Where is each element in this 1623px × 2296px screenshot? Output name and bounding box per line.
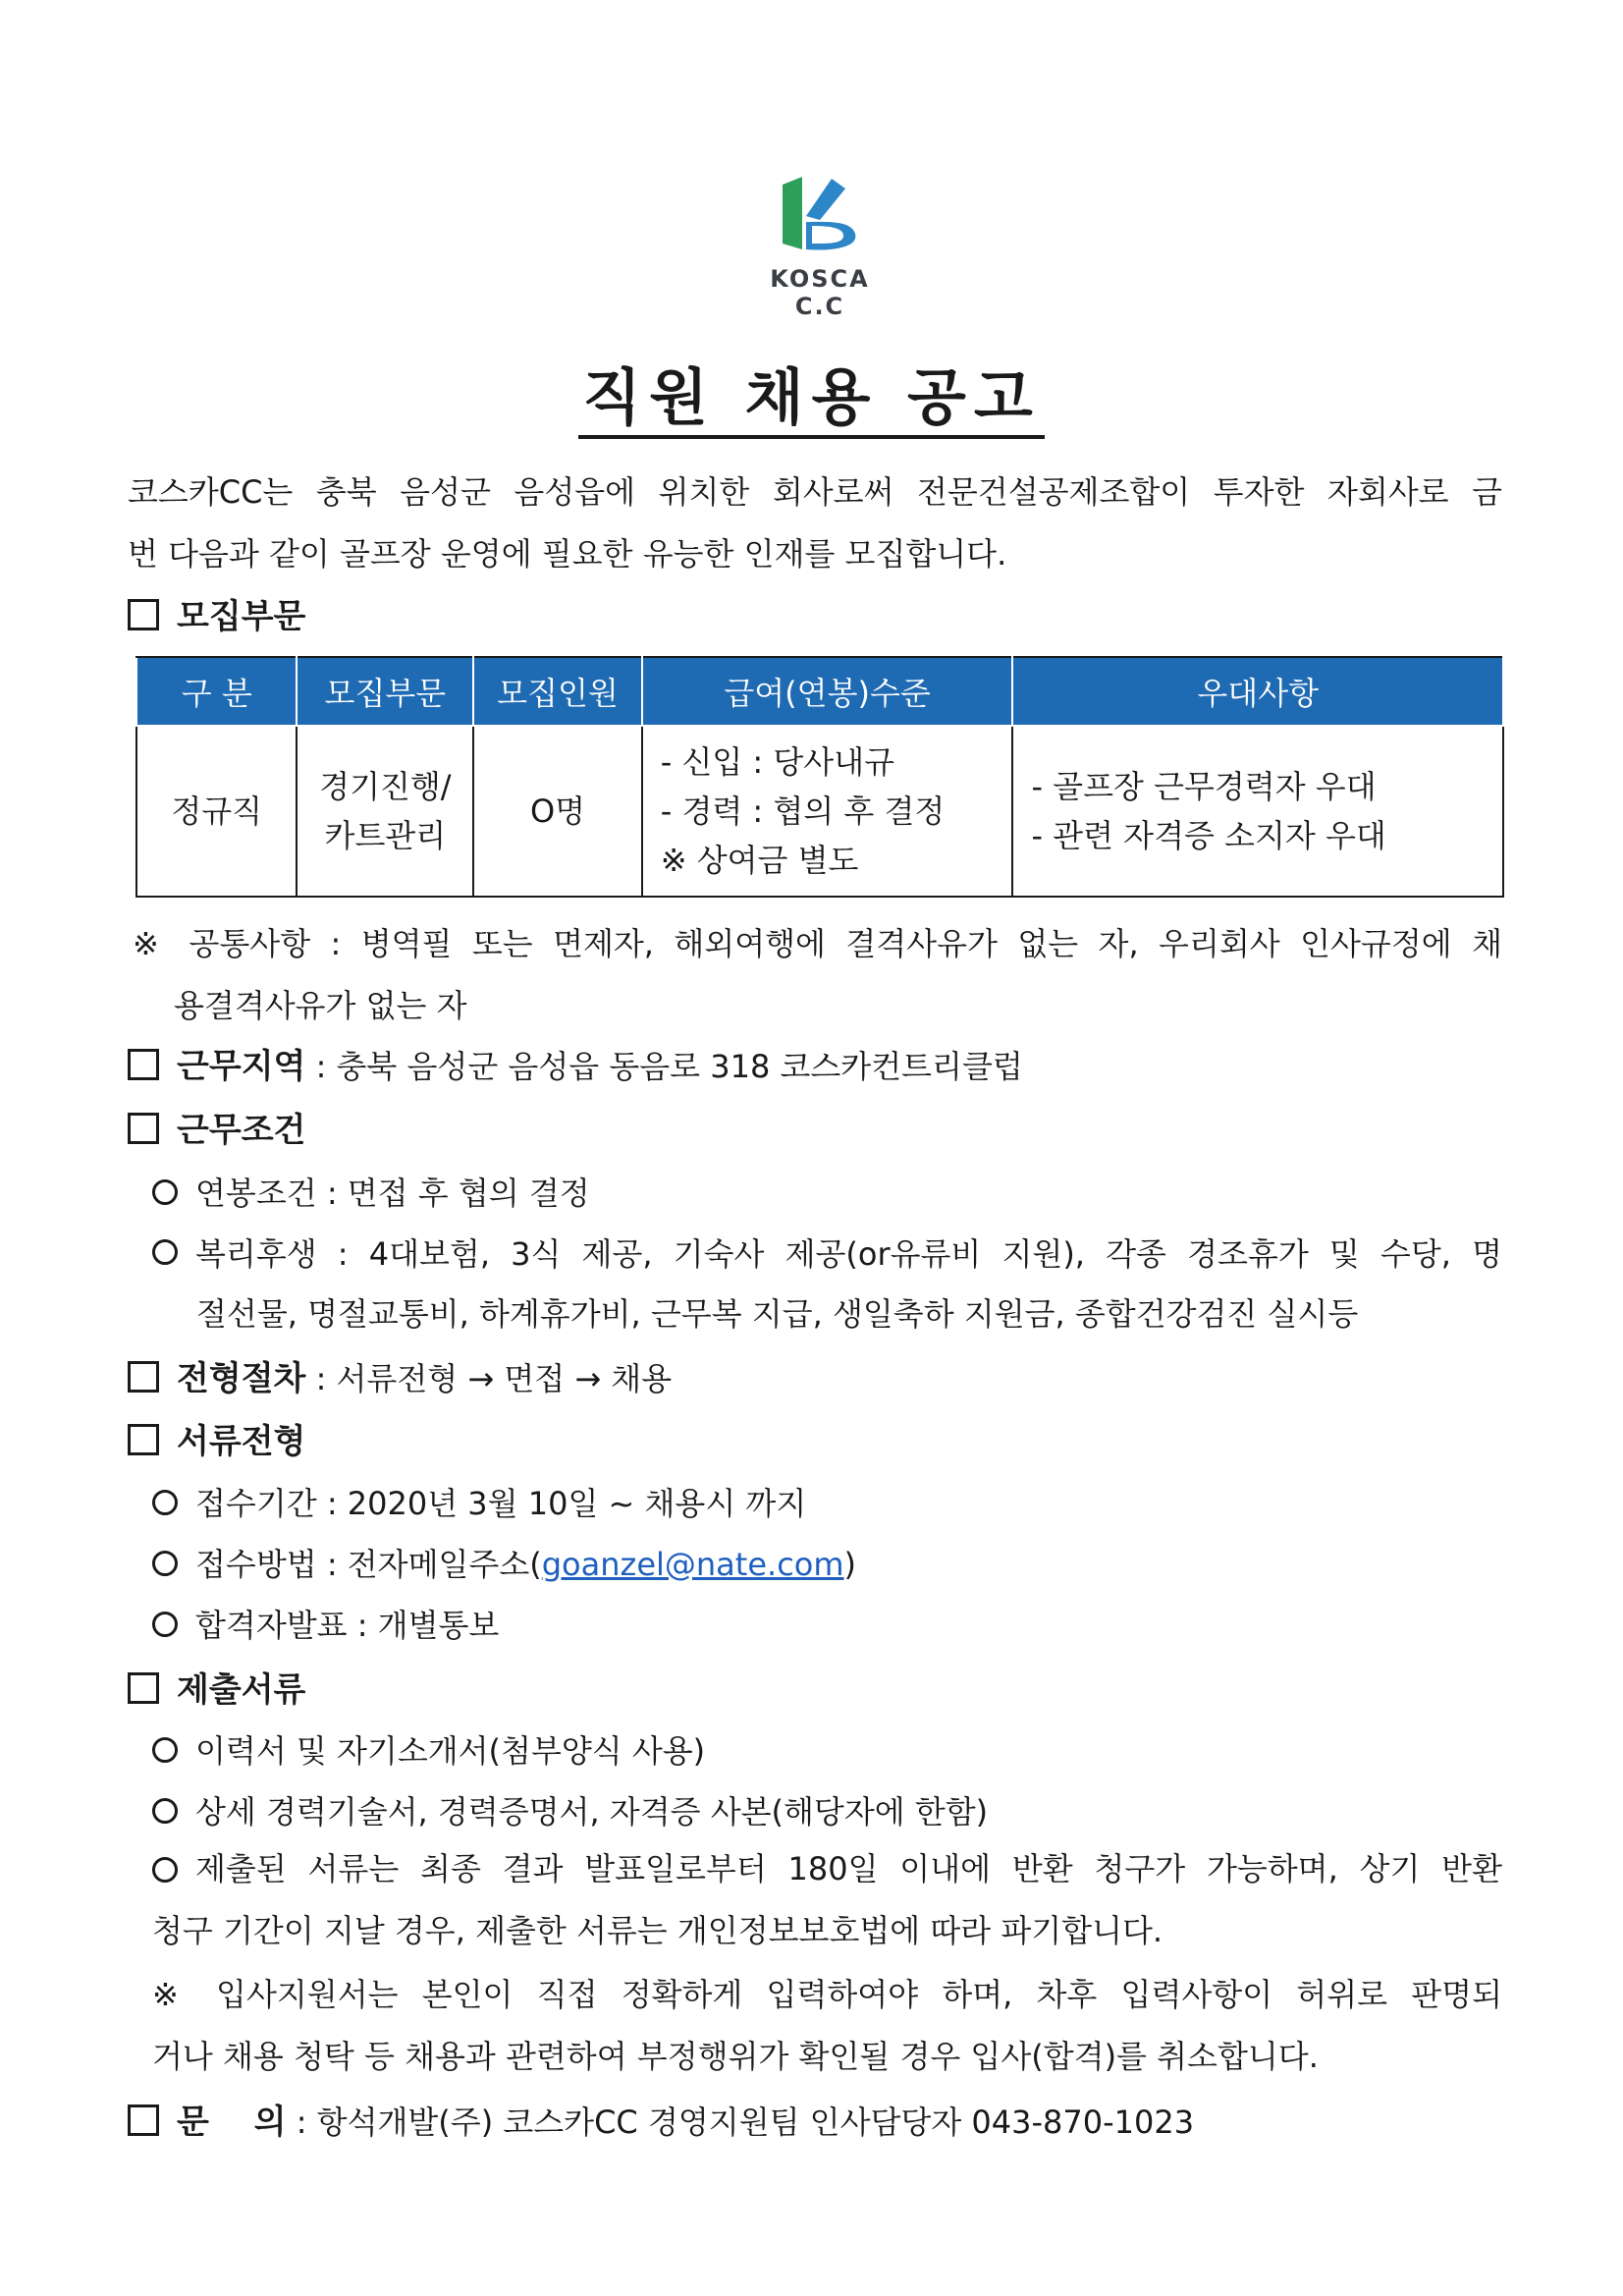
- circle-bullet-icon: [152, 1798, 178, 1824]
- return-line: 제출된 서류는 최종 결과 발표일로부터 180일 이내에 반환 청구가 가능하며, 상기 반환: [195, 1850, 1502, 1887]
- circle-bullet-icon: [152, 1857, 178, 1883]
- recruit-table: [135, 656, 1504, 898]
- section-documents: [128, 1663, 305, 1711]
- checkbox-square-icon: [128, 1424, 159, 1455]
- section-heading: 모집부문: [177, 597, 306, 636]
- cell-count: O명: [473, 726, 641, 897]
- list-item-continuation: 절선물, 명절교통비, 하계휴가비, 근무복 지급, 생일축하 지원금, 종합건강검진 실시등: [196, 1295, 1359, 1333]
- checkbox-square-icon: [128, 1672, 159, 1704]
- note-line: 용결격사유가 없는 자: [174, 987, 467, 1024]
- section-heading: 제출서류: [177, 1670, 306, 1710]
- circle-bullet-icon: [152, 1239, 178, 1265]
- circle-bullet-icon: [152, 1612, 178, 1637]
- list-item: 연봉조건 : 면접 후 협의 결정: [152, 1169, 590, 1214]
- section-conditions: [128, 1103, 305, 1151]
- section-heading: 근무지역: [177, 1047, 306, 1086]
- checkbox-square-icon: [128, 1361, 159, 1393]
- process-text: : 서류전형 → 면접 → 채용: [305, 1360, 673, 1397]
- table-header: 모집부문: [297, 657, 473, 726]
- list-item: 복리후생 : 4대보험, 3식 제공, 기숙사 제공(or유류비 지원), 각종 경조휴가 및 수당, 명: [152, 1230, 1502, 1275]
- checkbox-square-icon: [128, 1049, 159, 1080]
- intro-line: 번 다음과 같이 골프장 운영에 필요한 유능한 인재를 모집합니다.: [128, 535, 1007, 573]
- location-text: : 충북 음성군 음성읍 동음로 318 코스카컨트리클럽: [305, 1048, 1023, 1085]
- checkbox-square-icon: [128, 2105, 159, 2136]
- return-line: 청구 기간이 지날 경우, 제출한 서류는 개인정보보호법에 따라 파기합니다.: [152, 1912, 1163, 1949]
- contact-text: : 항석개발(주) 코스카CC 경영지원팀 인사담당자 043-870-1023: [286, 2104, 1195, 2141]
- common-note: [133, 913, 1502, 1037]
- section-process: [128, 1351, 672, 1399]
- checkbox-square-icon: [128, 1113, 159, 1144]
- table-header: 우대사항: [1012, 657, 1503, 726]
- circle-bullet-icon: [152, 1490, 178, 1515]
- company-logo: [761, 165, 879, 320]
- intro-line: 코스카CC는 충북 음성군 음성읍에 위치한 회사로써 전문건설공제조합이 투자한 자회사로 금: [128, 473, 1502, 511]
- list-item: 합격자발표 : 개별통보: [152, 1601, 499, 1646]
- page-title: 직원 채용 공고: [0, 349, 1623, 436]
- logo-text: KOSCA C.C: [770, 265, 870, 320]
- intro-paragraph: [128, 462, 1502, 585]
- section-heading: 서류전형: [177, 1422, 306, 1461]
- cell-preference: - 골프장 근무경력자 우대 - 관련 자격증 소지자 우대: [1012, 726, 1503, 897]
- cell-salary: - 신입 : 당사내규 - 경력 : 협의 후 결정 ※ 상여금 별도: [642, 726, 1013, 897]
- section-recruit: [128, 589, 305, 637]
- table-header: 급여(연봉)수준: [642, 657, 1013, 726]
- section-heading: 전형절차: [177, 1359, 306, 1398]
- cell-dept: 경기진행/ 카트관리: [297, 726, 473, 897]
- section-location: [128, 1039, 1023, 1087]
- cell-type: 정규직: [136, 726, 297, 897]
- warning-paragraph: [152, 1964, 1502, 2088]
- email-link[interactable]: goanzel@nate.com: [541, 1546, 844, 1583]
- list-item: 접수기간 : 2020년 3월 10일 ~ 채용시 까지: [152, 1479, 806, 1524]
- checkbox-square-icon: [128, 599, 159, 630]
- note-line: ※ 공통사항 : 병역필 또는 면제자, 해외여행에 결격사유가 없는 자, 우리회사 인사규정에 채: [133, 925, 1502, 962]
- table-header: 구 분: [136, 657, 297, 726]
- circle-bullet-icon: [152, 1179, 178, 1205]
- section-heading: 문 의: [177, 2103, 287, 2142]
- circle-bullet-icon: [152, 1551, 178, 1576]
- section-heading: 근무조건: [177, 1111, 306, 1150]
- warning-line: 거나 채용 청탁 등 채용과 관련하여 부정행위가 확인될 경우 입사(합격)를 취소합니다.: [152, 2038, 1319, 2075]
- circle-bullet-icon: [152, 1737, 178, 1763]
- list-item: 이력서 및 자기소개서(첨부양식 사용): [152, 1726, 705, 1772]
- kosca-logo-icon: [773, 165, 867, 259]
- list-item: 상세 경력기술서, 경력증명서, 자격증 사본(해당자에 한함): [152, 1787, 988, 1832]
- table-header-row: [136, 657, 1503, 726]
- return-paragraph: [152, 1838, 1502, 1962]
- list-item: 접수방법 : 전자메일주소(goanzel@nate.com): [152, 1540, 856, 1585]
- table-row: [136, 726, 1503, 897]
- section-contact: [128, 2095, 1194, 2143]
- table-header: 모집인원: [473, 657, 641, 726]
- warning-line: ※ 입사지원서는 본인이 직접 정확하게 입력하여야 하며, 차후 입력사항이 허위로 판명되: [152, 1976, 1502, 2013]
- section-screening: [128, 1414, 305, 1462]
